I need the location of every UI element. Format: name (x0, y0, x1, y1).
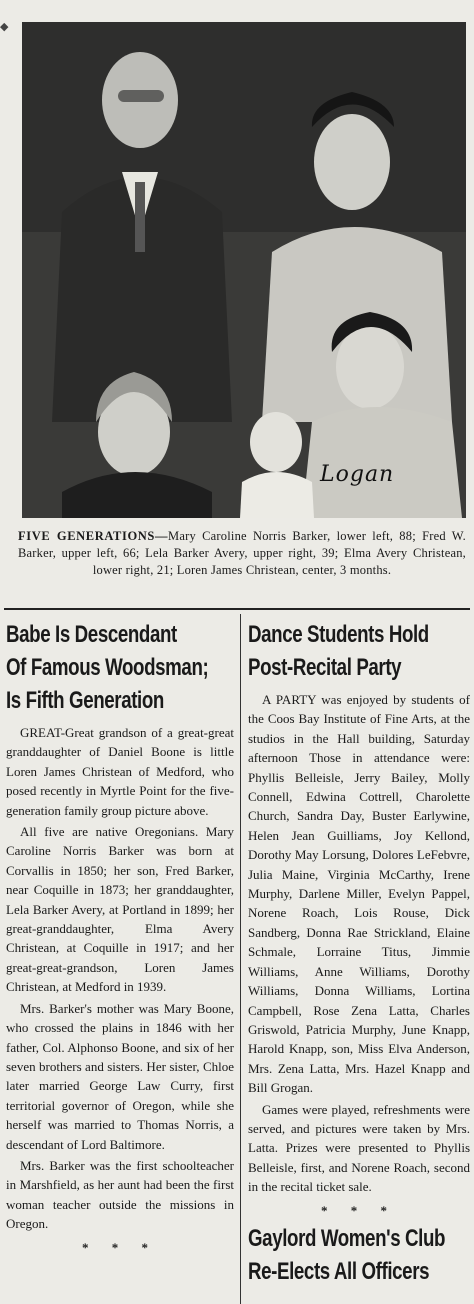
right-article-body (248, 690, 470, 1220)
five-generations-photo (22, 22, 466, 518)
photographer-signature: Logan (320, 462, 395, 487)
page-margin-mark: ◆ (0, 20, 9, 33)
headline-line: Of Famous Woodsman; (6, 654, 209, 681)
left-article-body (6, 723, 234, 1257)
article-paragraph: All five are native Oregonians. Mary Caroline Norris Barker was born at Corvallis in 1850; her son, Fred Barker, near Coquille in 1873; her granddaughter, Lela Barker Avery, at Portland in 1899; her great-granddaughter, Elma Avery Christean, at Coquille in 1917; and her great-great-grandson, Loren James Christean, at Medford in 1939. (6, 824, 234, 995)
headline-line: Is Fifth Generation (6, 687, 164, 714)
photo-illustration (22, 22, 466, 518)
section-stars: * * * (321, 1202, 397, 1218)
left-article (6, 618, 234, 1259)
article-paragraph: GREAT-Great grandson of a great-great granddaughter of Daniel Boone is little Loren James Christean of Medford, who posed recently in Myrtle Point for the five-generation family group picture above. (6, 725, 234, 818)
column-rule (240, 614, 241, 1304)
photo-caption (18, 528, 466, 579)
right-headline (248, 618, 470, 684)
headline-line: Gaylord Women's Club (248, 1224, 446, 1252)
headline-line: Babe Is Descendant (6, 621, 177, 648)
headline-line: Re-Elects All Officers (248, 1257, 430, 1285)
caption-text: Mary Caroline Norris Barker, lower left, 88; Fred W. Barker, upper left, 66; Lela Barker Avery, upper right, 39; Elma Avery Christean, lower right, 21; Loren James Christean, center, 3 months. (18, 529, 466, 577)
left-headline (6, 618, 234, 717)
section-stars: * * * (82, 1239, 158, 1255)
caption-lead: FIVE GENERATIONS— (18, 529, 169, 543)
section-rule (4, 608, 470, 610)
right-article (248, 618, 470, 1294)
article-paragraph: Games were played, refreshments were served, and pictures were taken by Mrs. Latta. Prizes were presented to Phyllis Belleisle, first, and Norene Roach, second in the recital ticket sale. (248, 1101, 470, 1195)
article-paragraph: Mrs. Barker's mother was Mary Boone, who crossed the plains in 1846 with her father, Col. Alphonso Boone, and six of her seven brothers and sisters. Her sister, Chloe later married George Law Curry, first territorial governor of Oregon, while she herself was married to Thomas Norris, a descendant of Lord Baltimore. (6, 1000, 234, 1152)
headline-line: Post-Recital Party (248, 654, 402, 681)
headline-line: Dance Students Hold (248, 621, 429, 648)
next-headline (248, 1222, 470, 1288)
article-paragraph: A PARTY was enjoyed by students of the Coos Bay Institute of Fine Arts, at the studios in the Hall building, Saturday afternoon Those in attendance were: Phyllis Belleisle, Jerry Bailey, Molly Connell, Edwina Cottrell, Charolette Church, Sandra Day, Buster Earlywine, Helen Jean Guilliams, Joy Kellond, Dorothy May Lorsung, Dolores LeFebvre, Julia Maine, Virginia McCarthy, Irene Murphy, Darlene Miller, Evelyn Pappel, Norene Roach, Lois Rouse, Dick Sandberg, Donna Rae Strickland, Elaine Schmale, Lorraine Titus, Jimmie Williams, Anne Williams, Dorothy Williams, Donna Williams, Lortina Campbell, Rose Zena Latta, Charles Griswold, Patricia Murphy, June Knapp, Harold Knapp, son, Miss Elva Anderson, Mrs. Zena Latta, Mrs. Hazel Knapp and Bill Grogan. (248, 692, 470, 1096)
article-paragraph: Mrs. Barker was the first schoolteacher in Marshfield, as her aunt had been the first woman teacher outside the missions in Oregon. (6, 1157, 234, 1232)
